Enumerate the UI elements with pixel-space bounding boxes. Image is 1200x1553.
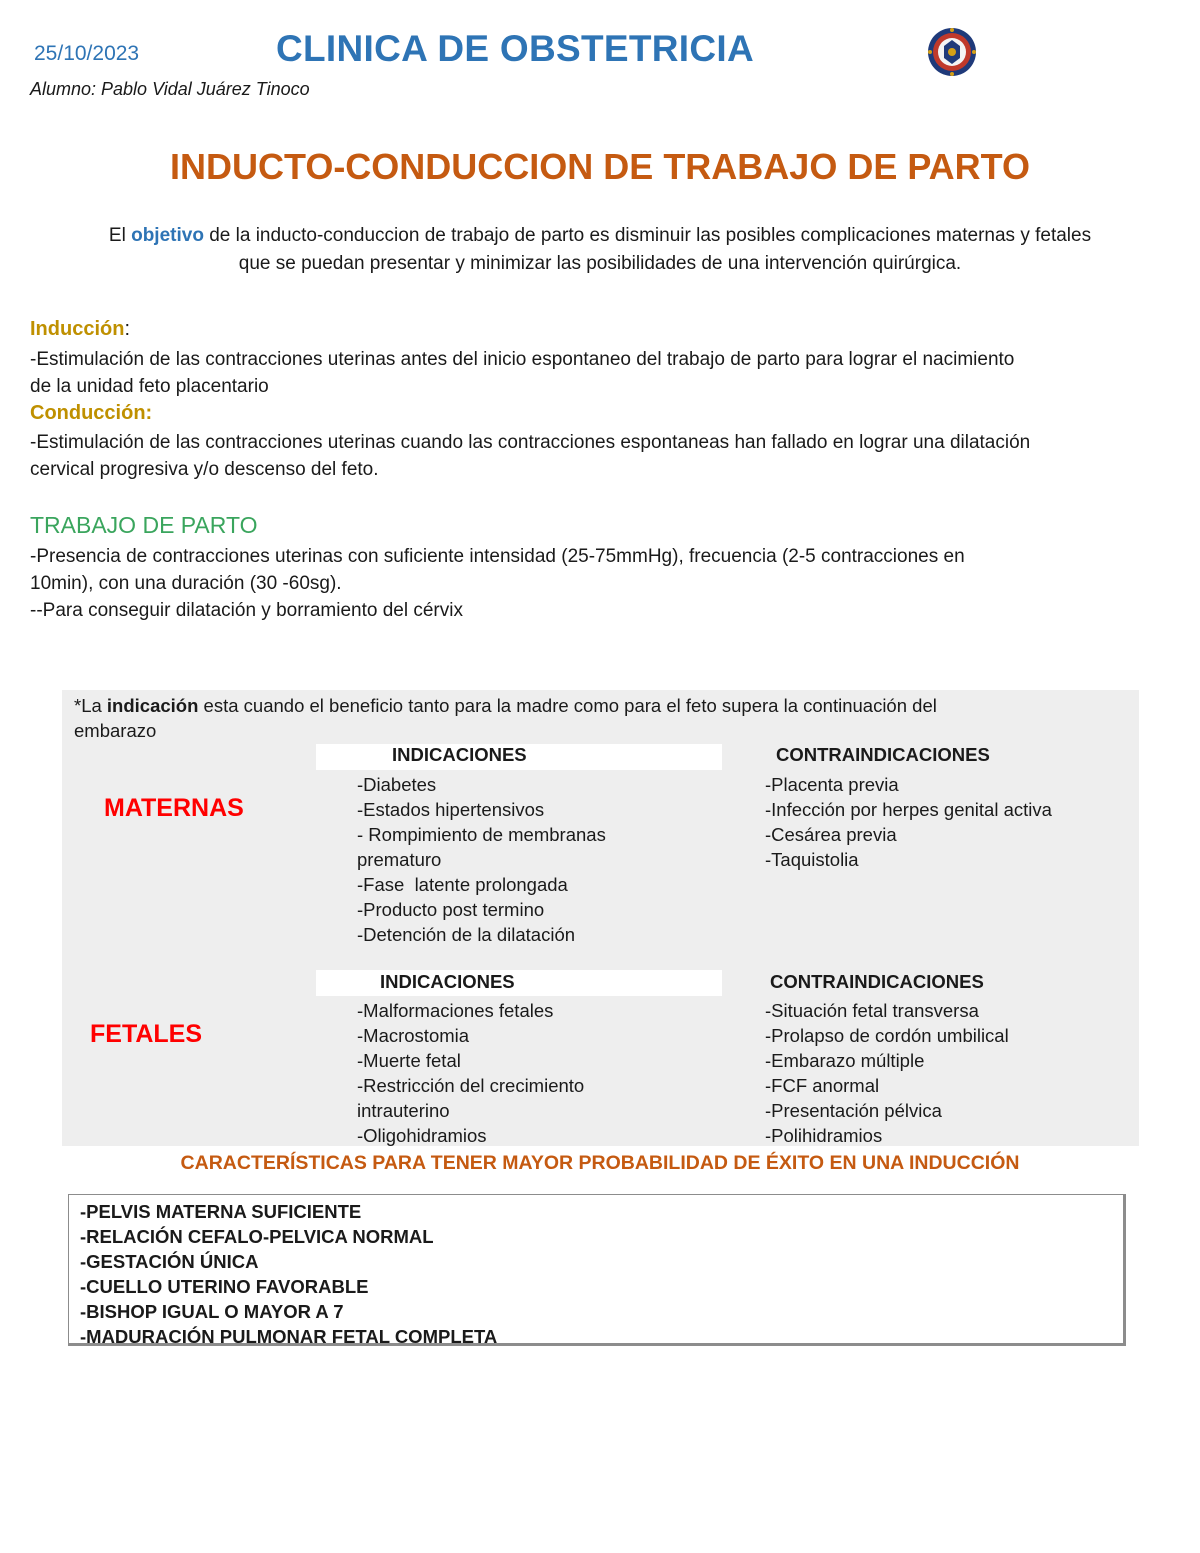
conduccion-line1: -Estimulación de las contracciones uterinas cuando las contracciones espontaneas han fallado en lograr una dilatación [30,432,1031,453]
maternas-contraindicaciones-header: CONTRAINDICACIONES [776,744,990,765]
maternas-indicaciones-header: INDICACIONES [392,744,527,765]
fetales-indicaciones-list [357,998,584,1148]
trabajo-parto-text [30,543,965,624]
objective-prefix: El [108,225,132,246]
conduccion-line2: cervical progresiva y/o descenso del feto. [30,459,379,480]
indication-note-line1: esta cuando el beneficio tanto para la madre como para el feto supera la continuación del [198,695,937,716]
list-item: -Producto post termino [357,899,545,920]
list-item: -Detención de la dilatación [357,924,576,945]
indication-note-keyword: indicación [106,695,199,716]
list-item: -Oligohidramios [357,1125,487,1146]
success-title: CARACTERÍSTICAS PARA TENER MAYOR PROBABILIDAD DE ÉXITO EN UNA INDUCCIÓN [180,1152,1020,1174]
induccion-colon: : [124,318,131,340]
list-item: -RELACIÓN CEFALO-PELVICA NORMAL [80,1226,434,1247]
objective-line2: que se puedan presentar y minimizar las posibilidades de una intervención quirúrgica. [238,253,962,274]
list-item: -Polihidramios [765,1125,883,1146]
success-list [80,1199,497,1349]
list-item: intrauterino [357,1100,450,1121]
maternas-indicaciones-list [357,772,606,947]
list-item: -Fase latente prolongada [357,874,568,895]
list-item: -CUELLO UTERINO FAVORABLE [80,1276,369,1297]
list-item: -Estados hipertensivos [357,799,545,820]
conduccion-heading: Conducción: [30,402,153,424]
document-date: 25/10/2023 [34,42,140,65]
induccion-text [30,346,1014,400]
indication-note-prefix: *La [74,695,107,716]
fetales-contraindicaciones-list [765,998,1009,1148]
objective-line1: de la inducto-conduccion de trabajo de parto es disminuir las posibles complicaciones maternas y fetales [203,225,1092,246]
fetales-contraindicaciones-header: CONTRAINDICACIONES [770,971,984,992]
list-item: -GESTACIÓN ÚNICA [80,1251,259,1272]
clinic-title: CLINICA DE OBSTETRICIA [276,28,755,69]
induccion-heading: Inducción [30,318,125,340]
list-item: -PELVIS MATERNA SUFICIENTE [80,1201,362,1222]
maternas-contraindicaciones-list [765,772,1052,872]
objective-keyword: objetivo [131,225,204,246]
list-item: -Presentación pélvica [765,1100,942,1121]
fetales-label: FETALES [90,1020,203,1048]
fetales-indicaciones-header: INDICACIONES [380,971,515,992]
induccion-line1: -Estimulación de las contracciones uterinas antes del inicio espontaneo del trabajo de parto para lograr el nacimiento [30,349,1015,370]
list-item: -Situación fetal transversa [765,1000,979,1021]
list-item: -MADURACIÓN PULMONAR FETAL COMPLETA [80,1326,498,1347]
maternas-label: MATERNAS [104,794,244,822]
student-name: Alumno: Pablo Vidal Juárez Tinoco [30,79,310,99]
indication-note-line2: embarazo [74,720,157,741]
trabajo-parto-line3: --Para conseguir dilatación y borramiento del cérvix [30,600,463,621]
indication-note [74,693,1104,743]
university-crest-icon [926,26,978,78]
list-item: -Embarazo múltiple [765,1050,925,1071]
list-item: -Malformaciones fetales [357,1000,554,1021]
list-item: -Diabetes [357,774,437,795]
trabajo-parto-line1: -Presencia de contracciones uterinas con suficiente intensidad (25-75mmHg), frecuencia (2-5 contracciones en [30,546,965,567]
list-item: prematuro [357,849,442,870]
objective-paragraph [30,222,1170,278]
list-item: -Restricción del crecimiento [357,1075,585,1096]
list-item: -Taquistolia [765,849,859,870]
trabajo-parto-line2: 10min), con una duración (30 -60sg). [30,573,342,594]
list-item: -Prolapso de cordón umbilical [765,1025,1009,1046]
list-item: -BISHOP IGUAL O MAYOR A 7 [80,1301,344,1322]
page-title: INDUCTO-CONDUCCION DE TRABAJO DE PARTO [169,146,1031,187]
fetales-header-bar [316,970,722,996]
induccion-line2: de la unidad feto placentario [30,376,269,397]
conduccion-text [30,429,1030,483]
trabajo-parto-heading: TRABAJO DE PARTO [30,512,258,538]
list-item: - Rompimiento de membranas [357,824,606,845]
list-item: -Macrostomia [357,1025,470,1046]
induccion-section [30,318,130,341]
list-item: -Cesárea previa [765,824,897,845]
list-item: -FCF anormal [765,1075,880,1096]
list-item: -Muerte fetal [357,1050,461,1071]
list-item: -Infección por herpes genital activa [765,799,1052,820]
list-item: -Placenta previa [765,774,899,795]
